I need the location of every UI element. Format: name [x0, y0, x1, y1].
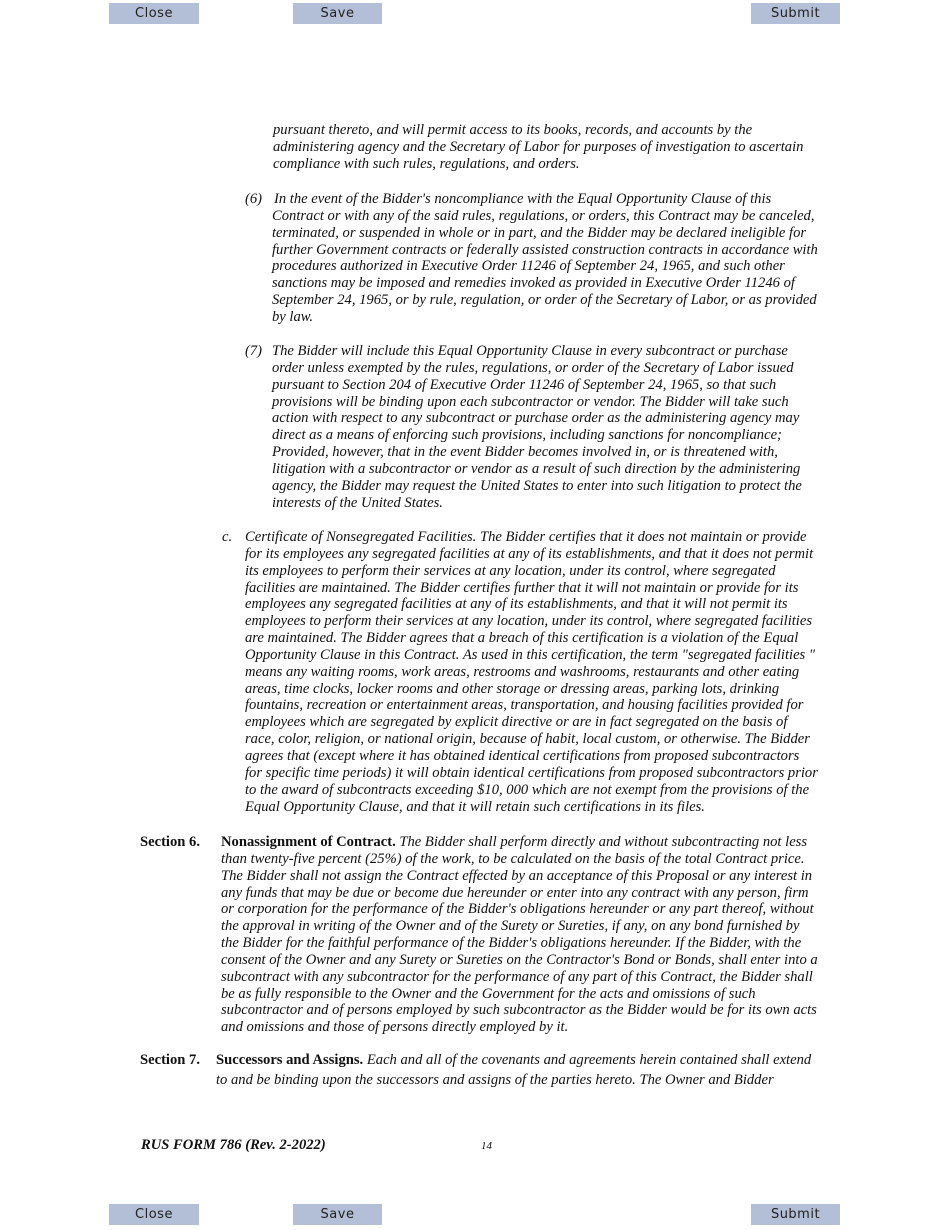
section-7-first-line [216, 1052, 811, 1069]
text-line: provisions will be binding upon each subcontractor or vendor. The Bidder will take such [272, 393, 789, 410]
save-button[interactable]: Save [293, 1204, 382, 1225]
text-line: The Bidder shall not assign the Contract effected by an acceptance of this Proposal or any interest in [221, 867, 813, 884]
text-line: Opportunity Clause in this Contract. As used in this certification, the term "segregated facilities " [245, 646, 816, 663]
form-number: RUS FORM 786 (Rev. 2-2022) [141, 1137, 326, 1153]
text-line: facilities are maintained. The Bidder certifies further that it will not maintain or provide for its [245, 579, 799, 596]
text-line: pursuant thereto, and will permit access to its books, records, and accounts by the [273, 122, 753, 138]
text-line: The Bidder shall perform directly and without subcontracting not less [399, 834, 808, 850]
text-line: compliance with such rules, regulations, and orders. [273, 155, 580, 172]
text-line: for its employees any segregated facilities at any of its establishments, and that it does not permit [245, 545, 814, 562]
text-line: terminated, or suspended in whole or in part, and the Bidder may be declared ineligible for [272, 224, 807, 241]
text-line: Equal Opportunity Clause, and that it will retain such certifications in its files. [245, 798, 705, 815]
save-button[interactable]: Save [293, 3, 382, 24]
text-line: by law. [272, 308, 314, 325]
section-7-title: Successors and Assigns. [216, 1052, 364, 1068]
text-line: subcontractor and of persons employed by such subcontractor as the Bidder would be for its own acts [221, 1002, 817, 1019]
text-line: consent of the Owner and any Surety or Sureties on the Contractor's Bond or Bonds, shall enter into a [221, 951, 818, 968]
close-button[interactable]: Close [109, 3, 199, 24]
text-line: are maintained. The Bidder agrees that a breach of this certification is a violation of the Equal [245, 630, 799, 647]
text-line: administering agency and the Secretary of Labor for purposes of investigation to ascertain [273, 138, 804, 155]
item-6-paragraph [272, 191, 818, 326]
submit-button[interactable]: Submit [751, 1204, 840, 1225]
text-line: pursuant to Section 204 of Executive Order 11246 of September 24, 1965, so that such [272, 376, 777, 393]
page-number: 14 [481, 1140, 492, 1152]
text-line: September 24, 1965, or by rule, regulation, or order of the Secretary of Labor, or as provided [272, 292, 817, 309]
item-6-label: (6) [245, 191, 263, 207]
text-line: fountains, recreation or entertainment areas, transportation, and housing facilities provided for [245, 697, 804, 714]
section-6-label: Section 6. [140, 834, 200, 850]
text-line: the approval in writing of the Owner and of the Surety or Sureties, if any, on any bond furnished by [221, 918, 800, 935]
close-button[interactable]: Close [109, 1204, 199, 1225]
item-c-label: c. [222, 529, 233, 545]
text-line: and omissions and those of persons directly employed by it. [221, 1019, 569, 1036]
text-line: to the award of subcontracts exceeding $10, 000 which are not exempt from the provisions of the [245, 781, 810, 798]
section-7-label: Section 7. [140, 1052, 200, 1068]
text-line: subcontract with any subcontractor for the performance of any part of this Contract, the Bidder shall [221, 968, 813, 985]
text-line: order unless exempted by the rules, regulations, or order of the Secretary of Labor issued [272, 359, 794, 376]
text-line: litigation with a subcontractor or vendor as a result of such direction by the administering [272, 460, 801, 477]
section-6-title: Nonassignment of Contract. [221, 834, 396, 850]
item-c-paragraph [245, 529, 818, 815]
item-7-paragraph [272, 343, 802, 511]
text-line: employees any segregated facilities at any of its establishments, and that it will not permit its [245, 596, 788, 613]
text-line: or corporation for the performance of the Bidder's obligations hereunder or any part thereof, without [221, 901, 814, 918]
text-line: Provided, however, that in the event Bidder becomes involved in, or is threatened with, [272, 444, 778, 461]
text-line: direct as a means of enforcing such provisions, including sanctions for noncompliance; [272, 427, 782, 444]
section-6-paragraph [221, 834, 818, 1036]
item-7-label: (7) [245, 343, 263, 359]
text-line: its employees to perform their services at any location, under its control, where segregated [245, 562, 776, 579]
text-line: agrees that (except where it has obtained identical certifications from proposed subcontractors [245, 747, 800, 764]
text-line: interests of the United States. [272, 494, 443, 511]
text-line: employees to perform their services at any location, under its control, where segregated facilities [245, 613, 813, 630]
text-line: Each and all of the covenants and agreements herein contained shall extend [366, 1052, 812, 1068]
text-line: be as fully responsible to the Owner and the Government for the acts and omissions of such [221, 985, 756, 1002]
text-line: the Bidder for the faithful performance of the Bidder's obligations hereunder. If the Bidder, with the [221, 935, 802, 952]
text-line: to and be binding upon the successors and assigns of the parties hereto. The Owner and Bidder [216, 1071, 774, 1088]
submit-button[interactable]: Submit [751, 3, 840, 24]
text-line: In the event of the Bidder's noncompliance with the Equal Opportunity Clause of this [274, 191, 772, 207]
section-7-paragraph [216, 1052, 811, 1089]
text-line: means any waiting rooms, work areas, restrooms and washrooms, restaurants and other eating [245, 663, 800, 680]
continuation-paragraph [273, 122, 803, 173]
text-line: areas, time clocks, locker rooms and other storage or dressing areas, parking lots, drinking [245, 680, 780, 697]
text-line: further Government contracts or federally assisted construction contracts in accordance with [272, 241, 818, 258]
text-line: procedures authorized in Executive Order 11246 of September 24, 1965, and such other [272, 258, 785, 275]
text-line: Contract or with any of the said rules, regulations, or orders, this Contract may be canceled, [272, 207, 815, 224]
section-6-first-line [221, 834, 818, 851]
text-line: Certificate of Nonsegregated Facilities. The Bidder certifies that it does not maintain or provide [245, 529, 807, 545]
text-line: The Bidder will include this Equal Opportunity Clause in every subcontract or purchase [272, 343, 788, 359]
text-line: for specific time periods) it will obtain identical certifications from proposed subcontractors prior [245, 764, 818, 781]
text-line: any funds that may be due or become due hereunder or enter into any contract with any person, firm [221, 884, 809, 901]
text-line: than twenty-five percent (25%) of the work, to be calculated on the basis of the total Contract price. [221, 850, 805, 867]
text-line: race, color, religion, or national origin, because of habit, local custom, or otherwise. The Bidder [245, 731, 810, 748]
text-line: agency, the Bidder may request the United States to enter into such litigation to protect the [272, 477, 802, 494]
text-line: action with respect to any subcontract or purchase order as the administering agency may [272, 410, 800, 427]
text-line: sanctions may be imposed and remedies invoked as provided in Executive Order 11246 of [272, 275, 795, 292]
text-line: employees which are segregated by explicit directive or are in fact segregated on the basis of [245, 714, 788, 731]
